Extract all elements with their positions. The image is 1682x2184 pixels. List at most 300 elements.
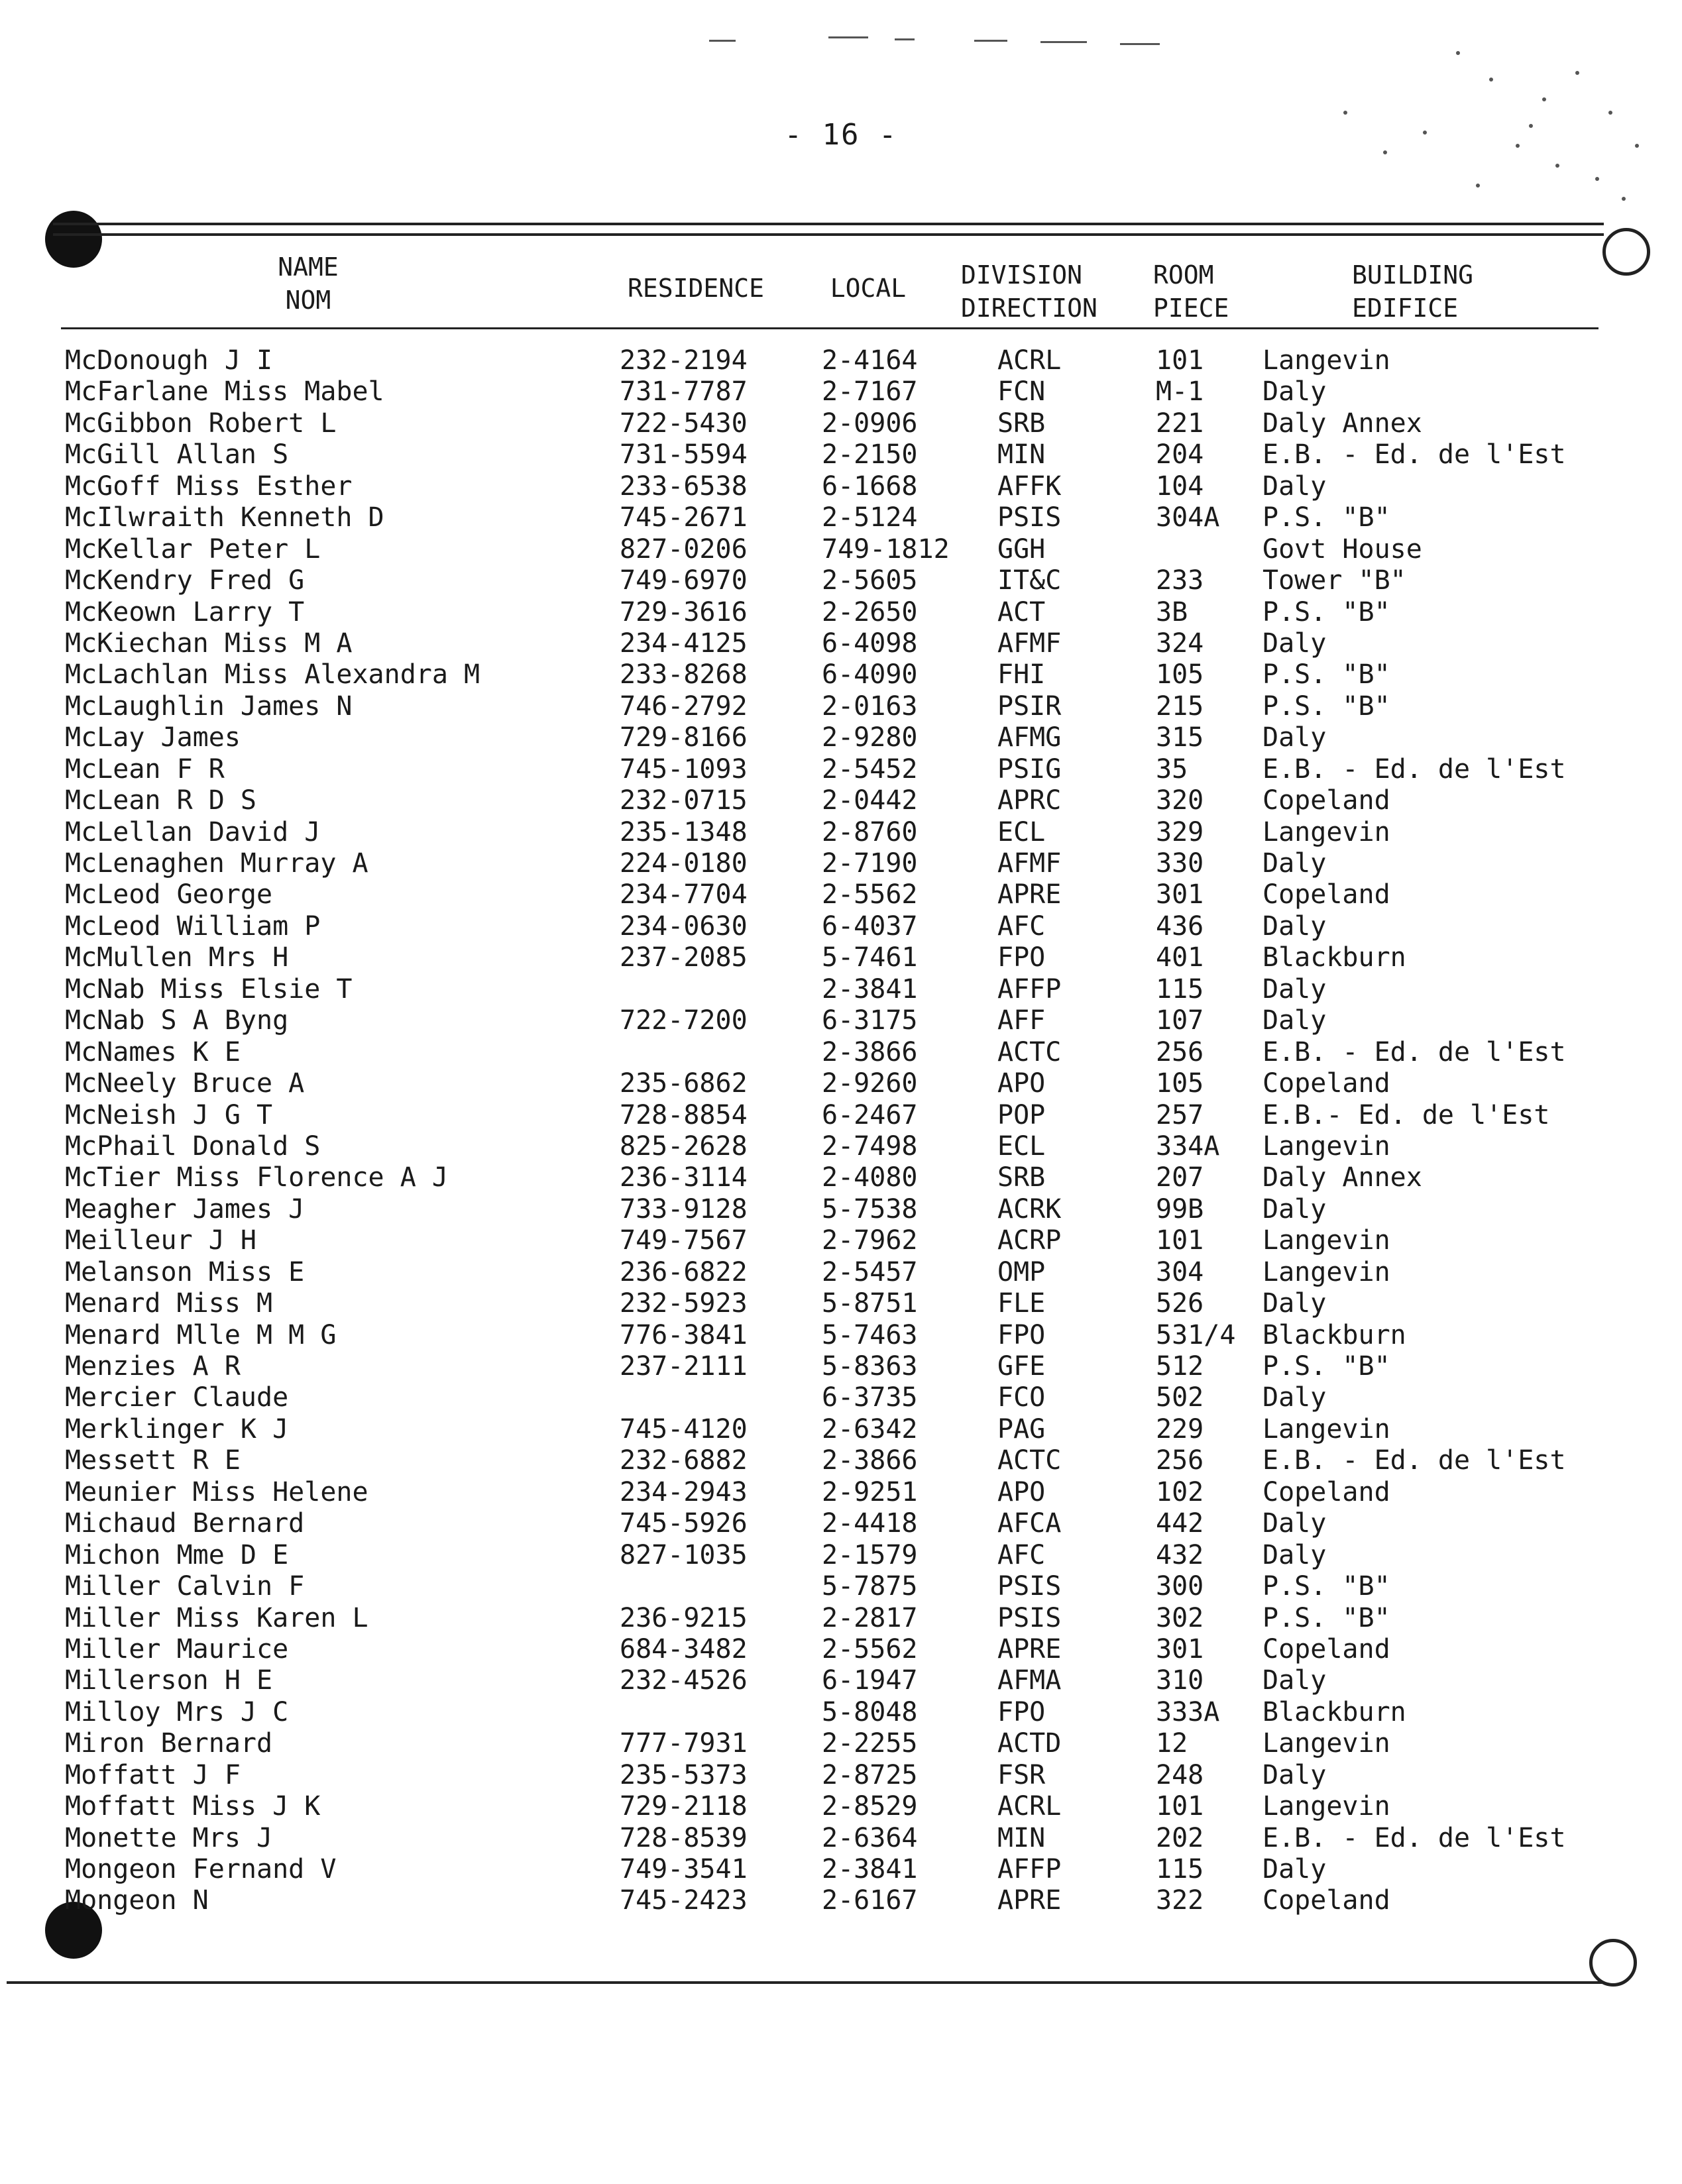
entry-building: Copeland <box>1262 1068 1390 1099</box>
entry-division: PSIG <box>997 753 1062 785</box>
entry-residence-phone: 235-1348 <box>620 816 748 847</box>
entry-residence-phone: 232-5923 <box>620 1288 748 1319</box>
entry-division: AFMF <box>997 848 1062 879</box>
entry-room: 256 <box>1156 1036 1204 1067</box>
table-row <box>0 817 1682 848</box>
entry-local-phone: 5-7461 <box>822 942 918 973</box>
entry-room: 256 <box>1156 1445 1204 1476</box>
entry-room: 315 <box>1156 722 1204 753</box>
entry-room: 304 <box>1156 1256 1204 1287</box>
entry-name: Messett R E <box>65 1445 241 1476</box>
table-row <box>0 1508 1682 1539</box>
entry-division: APRE <box>997 1885 1062 1916</box>
entry-building: Daly <box>1262 1665 1327 1696</box>
entry-room: 512 <box>1156 1351 1204 1382</box>
entry-room: 310 <box>1156 1665 1204 1696</box>
entry-residence-phone: 729-3616 <box>620 596 748 628</box>
entry-room: 221 <box>1156 408 1204 439</box>
entry-division: APRE <box>997 879 1062 910</box>
table-row <box>0 471 1682 502</box>
entry-name: McPhail Donald S <box>65 1130 321 1162</box>
entry-name: McIlwraith Kenneth D <box>65 502 384 533</box>
entry-division: ECL <box>997 1130 1046 1162</box>
entry-building: E.B. - Ed. de l'Est <box>1262 439 1566 470</box>
entry-division: ACRP <box>997 1225 1062 1256</box>
entry-room: 302 <box>1156 1602 1204 1633</box>
entry-residence-phone: 777-7931 <box>620 1728 748 1759</box>
entry-residence-phone: 729-8166 <box>620 722 748 753</box>
table-row <box>0 1823 1682 1854</box>
entry-residence-phone: 235-6862 <box>620 1068 748 1099</box>
entry-building: Copeland <box>1262 1476 1390 1507</box>
entry-building: E.B. - Ed. de l'Est <box>1262 1822 1566 1853</box>
entry-division: SRB <box>997 1162 1046 1193</box>
entry-division: ACRL <box>997 1791 1062 1822</box>
table-row <box>0 1540 1682 1571</box>
entry-local-phone: 5-8363 <box>822 1351 918 1382</box>
entry-room: 531/4 <box>1156 1319 1236 1350</box>
table-row <box>0 1414 1682 1445</box>
entry-building: Daly <box>1262 973 1327 1005</box>
table-row <box>0 879 1682 910</box>
entry-building: Daly <box>1262 1854 1327 1884</box>
entry-residence-phone: 234-0630 <box>620 910 748 942</box>
entry-name: McLean R D S <box>65 785 256 816</box>
entry-division: GFE <box>997 1351 1046 1382</box>
entry-room: M-1 <box>1156 376 1204 408</box>
entry-name: McGoff Miss Esther <box>65 470 353 502</box>
table-row <box>0 1760 1682 1791</box>
entry-room: 12 <box>1156 1728 1188 1759</box>
entry-local-phone: 6-4037 <box>822 910 918 942</box>
entry-building: Daly <box>1262 910 1327 942</box>
entry-room: 432 <box>1156 1539 1204 1570</box>
directory-table <box>0 345 1682 1917</box>
table-row <box>0 1791 1682 1822</box>
entry-local-phone: 2-5562 <box>822 1633 918 1665</box>
entry-name: McTier Miss Florence A J <box>65 1162 448 1193</box>
entry-name: Menzies A R <box>65 1351 241 1382</box>
header-building: BUILDING EDIFICE <box>1352 260 1474 323</box>
entry-building: E.B.- Ed. de l'Est <box>1262 1099 1550 1130</box>
entry-residence-phone: 236-9215 <box>620 1602 748 1633</box>
entry-division: PSIS <box>997 1571 1062 1602</box>
table-row <box>0 659 1682 690</box>
entry-residence-phone: 827-1035 <box>620 1539 748 1570</box>
entry-room: 442 <box>1156 1508 1204 1539</box>
table-row <box>0 1603 1682 1634</box>
entry-local-phone: 2-8529 <box>822 1791 918 1822</box>
entry-residence-phone: 731-7787 <box>620 376 748 408</box>
entry-local-phone: 2-5605 <box>822 565 918 596</box>
entry-local-phone: 2-7190 <box>822 848 918 879</box>
entry-residence-phone: 233-6538 <box>620 470 748 502</box>
entry-room: 436 <box>1156 910 1204 942</box>
entry-building: Daly <box>1262 1508 1327 1539</box>
table-row <box>0 1697 1682 1728</box>
entry-residence-phone: 232-4526 <box>620 1665 748 1696</box>
entry-division: AFMA <box>997 1665 1062 1696</box>
table-row <box>0 1320 1682 1351</box>
entry-name: Milloy Mrs J C <box>65 1696 289 1727</box>
entry-name: McMullen Mrs H <box>65 942 289 973</box>
entry-room: 115 <box>1156 1854 1204 1884</box>
entry-local-phone: 2-1579 <box>822 1539 918 1570</box>
entry-division: ACTC <box>997 1036 1062 1067</box>
entry-name: McGibbon Robert L <box>65 408 337 439</box>
entry-local-phone: 2-7498 <box>822 1130 918 1162</box>
entry-building: Daly Annex <box>1262 408 1422 439</box>
entry-division: FCN <box>997 376 1046 408</box>
entry-division: FSR <box>997 1759 1046 1790</box>
entry-division: FLE <box>997 1288 1046 1319</box>
entry-name: McKiechan Miss M A <box>65 628 353 659</box>
punch-hole-top-left <box>45 211 102 268</box>
entry-division: FPO <box>997 1319 1046 1350</box>
entry-local-phone: 6-3735 <box>822 1382 918 1413</box>
entry-building: P.S. "B" <box>1262 502 1390 533</box>
entry-division: PSIS <box>997 1602 1062 1633</box>
entry-building: Langevin <box>1262 816 1390 847</box>
entry-building: Langevin <box>1262 1130 1390 1162</box>
entry-name: Millerson H E <box>65 1665 273 1696</box>
entry-room: 401 <box>1156 942 1204 973</box>
entry-residence-phone: 237-2085 <box>620 942 748 973</box>
entry-room: 502 <box>1156 1382 1204 1413</box>
entry-name: McNab S A Byng <box>65 1005 289 1036</box>
entry-residence-phone: 728-8539 <box>620 1822 748 1853</box>
entry-local-phone: 2-9280 <box>822 722 918 753</box>
table-row <box>0 1162 1682 1193</box>
entry-division: APO <box>997 1476 1046 1507</box>
table-row <box>0 1351 1682 1382</box>
table-row <box>0 722 1682 753</box>
entry-room: 3B <box>1156 596 1188 628</box>
entry-building: Daly <box>1262 628 1327 659</box>
entry-room: 104 <box>1156 470 1204 502</box>
table-row <box>0 942 1682 973</box>
entry-residence-phone: 749-6970 <box>620 565 748 596</box>
entry-room: 202 <box>1156 1822 1204 1853</box>
entry-name: Miller Miss Karen L <box>65 1602 368 1633</box>
entry-local-phone: 2-5452 <box>822 753 918 785</box>
entry-building: Daly <box>1262 1382 1327 1413</box>
entry-division: AFFP <box>997 973 1062 1005</box>
entry-building: Daly <box>1262 1005 1327 1036</box>
entry-division: GGH <box>997 533 1046 565</box>
entry-division: AFFK <box>997 470 1062 502</box>
entry-name: Miller Maurice <box>65 1633 289 1665</box>
entry-residence-phone: 731-5594 <box>620 439 748 470</box>
table-row <box>0 1728 1682 1759</box>
entry-division: OMP <box>997 1256 1046 1287</box>
entry-name: McKellar Peter L <box>65 533 321 565</box>
entry-room: 35 <box>1156 753 1188 785</box>
entry-name: Miron Bernard <box>65 1728 273 1759</box>
table-row <box>0 691 1682 722</box>
entry-name: McDonough J I <box>65 345 273 376</box>
entry-name: McNab Miss Elsie T <box>65 973 353 1005</box>
entry-building: Daly <box>1262 1759 1327 1790</box>
table-row <box>0 1005 1682 1036</box>
entry-name: McKendry Fred G <box>65 565 305 596</box>
entry-residence-phone: 827-0206 <box>620 533 748 565</box>
entry-residence-phone: 728-8854 <box>620 1099 748 1130</box>
entry-name: McLeod George <box>65 879 273 910</box>
entry-residence-phone: 749-3541 <box>620 1854 748 1884</box>
entry-local-phone: 6-4098 <box>822 628 918 659</box>
entry-local-phone: 2-7167 <box>822 376 918 408</box>
header-bottom-rule <box>61 327 1598 329</box>
entry-room: 215 <box>1156 690 1204 722</box>
entry-division: APRE <box>997 1633 1062 1665</box>
entry-division: ACT <box>997 596 1046 628</box>
entry-building: Daly <box>1262 1193 1327 1225</box>
entry-residence-phone: 746-2792 <box>620 690 748 722</box>
table-row <box>0 597 1682 628</box>
table-row <box>0 1100 1682 1131</box>
table-row <box>0 1445 1682 1476</box>
entry-division: APRC <box>997 785 1062 816</box>
table-row <box>0 754 1682 785</box>
entry-division: FHI <box>997 659 1046 690</box>
table-row <box>0 534 1682 565</box>
entry-local-phone: 2-2150 <box>822 439 918 470</box>
entry-division: APO <box>997 1068 1046 1099</box>
entry-name: Miller Calvin F <box>65 1571 305 1602</box>
entry-local-phone: 2-2255 <box>822 1728 918 1759</box>
entry-building: E.B. - Ed. de l'Est <box>1262 753 1566 785</box>
entry-building: P.S. "B" <box>1262 690 1390 722</box>
table-row <box>0 345 1682 376</box>
entry-division: AFFP <box>997 1854 1062 1884</box>
bottom-rule <box>7 1981 1604 1984</box>
entry-building: Daly Annex <box>1262 1162 1422 1193</box>
entry-residence-phone: 234-7704 <box>620 879 748 910</box>
entry-residence-phone: 722-5430 <box>620 408 748 439</box>
entry-room: 204 <box>1156 439 1204 470</box>
entry-building: Blackburn <box>1262 942 1406 973</box>
entry-residence-phone: 232-6882 <box>620 1445 748 1476</box>
entry-local-phone: 2-6167 <box>822 1885 918 1916</box>
table-row <box>0 565 1682 596</box>
entry-division: PAG <box>997 1413 1046 1445</box>
top-double-rule-1 <box>53 223 1604 225</box>
entry-local-phone: 749-1812 <box>822 533 950 565</box>
entry-building: Daly <box>1262 848 1327 879</box>
entry-room: 102 <box>1156 1476 1204 1507</box>
entry-local-phone: 2-5562 <box>822 879 918 910</box>
entry-building: Copeland <box>1262 1633 1390 1665</box>
entry-room: 304A <box>1156 502 1220 533</box>
entry-division: ACTC <box>997 1445 1062 1476</box>
entry-residence-phone: 745-5926 <box>620 1508 748 1539</box>
entry-local-phone: 2-3866 <box>822 1445 918 1476</box>
entry-room: 330 <box>1156 848 1204 879</box>
entry-building: Langevin <box>1262 345 1390 376</box>
entry-residence-phone: 733-9128 <box>620 1193 748 1225</box>
entry-building: Langevin <box>1262 1728 1390 1759</box>
table-row <box>0 1477 1682 1508</box>
header-name: NAME NOM <box>278 252 339 315</box>
table-row <box>0 1571 1682 1602</box>
entry-residence-phone: 749-7567 <box>620 1225 748 1256</box>
entry-local-phone: 2-6342 <box>822 1413 918 1445</box>
entry-residence-phone: 234-2943 <box>620 1476 748 1507</box>
table-row <box>0 1257 1682 1288</box>
entry-residence-phone: 236-6822 <box>620 1256 748 1287</box>
entry-name: Moffatt Miss J K <box>65 1791 321 1822</box>
entry-room: 322 <box>1156 1885 1204 1916</box>
table-row <box>0 1854 1682 1885</box>
entry-name: Melanson Miss E <box>65 1256 305 1287</box>
entry-building: Copeland <box>1262 1885 1390 1916</box>
entry-building: Blackburn <box>1262 1319 1406 1350</box>
entry-name: McKeown Larry T <box>65 596 305 628</box>
entry-division: ACRL <box>997 345 1062 376</box>
entry-room: 526 <box>1156 1288 1204 1319</box>
header-room: ROOM PIECE <box>1153 260 1229 323</box>
page-number: - 16 - <box>784 118 898 152</box>
entry-building: Langevin <box>1262 1256 1390 1287</box>
entry-name: Meilleur J H <box>65 1225 256 1256</box>
header-residence: RESIDENCE <box>628 274 764 303</box>
entry-local-phone: 6-4090 <box>822 659 918 690</box>
entry-division: ACRK <box>997 1193 1062 1225</box>
entry-name: Mongeon Fernand V <box>65 1854 337 1884</box>
punch-hole-bottom-right <box>1589 1939 1637 1987</box>
table-row <box>0 1665 1682 1696</box>
entry-local-phone: 6-1947 <box>822 1665 918 1696</box>
entry-local-phone: 6-3175 <box>822 1005 918 1036</box>
entry-building: Langevin <box>1262 1791 1390 1822</box>
entry-division: ACTD <box>997 1728 1062 1759</box>
entry-name: McLay James <box>65 722 241 753</box>
entry-name: Menard Miss M <box>65 1288 273 1319</box>
entry-local-phone: 5-7538 <box>822 1193 918 1225</box>
entry-division: AFMF <box>997 628 1062 659</box>
scan-noise <box>696 13 1663 225</box>
entry-division: IT&C <box>997 565 1062 596</box>
entry-room: 233 <box>1156 565 1204 596</box>
entry-residence-phone: 684-3482 <box>620 1633 748 1665</box>
entry-room: 105 <box>1156 1068 1204 1099</box>
entry-name: Merklinger K J <box>65 1413 289 1445</box>
header-local: LOCAL <box>830 274 907 303</box>
entry-room: 107 <box>1156 1005 1204 1036</box>
entry-building: P.S. "B" <box>1262 596 1390 628</box>
table-row <box>0 1288 1682 1319</box>
entry-room: 115 <box>1156 973 1204 1005</box>
entry-room: 333A <box>1156 1696 1220 1727</box>
entry-room: 300 <box>1156 1571 1204 1602</box>
entry-local-phone: 2-0163 <box>822 690 918 722</box>
table-row <box>0 502 1682 533</box>
entry-local-phone: 2-5124 <box>822 502 918 533</box>
entry-building: Langevin <box>1262 1413 1390 1445</box>
entry-local-phone: 5-8048 <box>822 1696 918 1727</box>
entry-division: PSIS <box>997 502 1062 533</box>
entry-room: 229 <box>1156 1413 1204 1445</box>
entry-building: E.B. - Ed. de l'Est <box>1262 1036 1566 1067</box>
entry-room: 105 <box>1156 659 1204 690</box>
entry-residence-phone: 235-5373 <box>620 1759 748 1790</box>
entry-building: Langevin <box>1262 1225 1390 1256</box>
entry-name: McLeod William P <box>65 910 321 942</box>
entry-residence-phone: 825-2628 <box>620 1130 748 1162</box>
entry-building: P.S. "B" <box>1262 659 1390 690</box>
entry-name: McGill Allan S <box>65 439 289 470</box>
entry-local-phone: 2-8760 <box>822 816 918 847</box>
entry-room: 101 <box>1156 1791 1204 1822</box>
table-row <box>0 848 1682 879</box>
entry-name: McLachlan Miss Alexandra M <box>65 659 480 690</box>
table-row <box>0 1131 1682 1162</box>
entry-division: MIN <box>997 439 1046 470</box>
entry-name: McLenaghen Murray A <box>65 848 368 879</box>
entry-residence-phone: 745-2423 <box>620 1885 748 1916</box>
entry-room: 301 <box>1156 879 1204 910</box>
entry-division: AFC <box>997 1539 1046 1570</box>
entry-residence-phone: 232-2194 <box>620 345 748 376</box>
entry-room: 320 <box>1156 785 1204 816</box>
table-row <box>0 628 1682 659</box>
entry-building: P.S. "B" <box>1262 1602 1390 1633</box>
entry-local-phone: 2-4164 <box>822 345 918 376</box>
entry-building: P.S. "B" <box>1262 1571 1390 1602</box>
entry-local-phone: 2-2817 <box>822 1602 918 1633</box>
entry-local-phone: 5-7875 <box>822 1571 918 1602</box>
entry-local-phone: 2-4080 <box>822 1162 918 1193</box>
entry-room: 334A <box>1156 1130 1220 1162</box>
entry-local-phone: 2-3841 <box>822 973 918 1005</box>
entry-building: E.B. - Ed. de l'Est <box>1262 1445 1566 1476</box>
entry-name: McNeely Bruce A <box>65 1068 305 1099</box>
entry-division: AFCA <box>997 1508 1062 1539</box>
table-row <box>0 1194 1682 1225</box>
entry-division: ECL <box>997 816 1046 847</box>
entry-room: 101 <box>1156 1225 1204 1256</box>
entry-building: Daly <box>1262 1288 1327 1319</box>
entry-local-phone: 2-4418 <box>822 1508 918 1539</box>
entry-residence-phone: 233-8268 <box>620 659 748 690</box>
entry-residence-phone: 232-0715 <box>620 785 748 816</box>
entry-name: McLaughlin James N <box>65 690 353 722</box>
entry-residence-phone: 234-4125 <box>620 628 748 659</box>
table-row <box>0 1634 1682 1665</box>
entry-room: 329 <box>1156 816 1204 847</box>
entry-name: McLellan David J <box>65 816 321 847</box>
entry-local-phone: 5-8751 <box>822 1288 918 1319</box>
entry-local-phone: 2-8725 <box>822 1759 918 1790</box>
entry-name: McNames K E <box>65 1036 241 1067</box>
entry-division: AFC <box>997 910 1046 942</box>
entry-room: 324 <box>1156 628 1204 659</box>
table-row <box>0 1225 1682 1256</box>
entry-local-phone: 2-9260 <box>822 1068 918 1099</box>
entry-residence-phone: 237-2111 <box>620 1351 748 1382</box>
entry-local-phone: 2-5457 <box>822 1256 918 1287</box>
table-row <box>0 1382 1682 1413</box>
entry-division: AFMG <box>997 722 1062 753</box>
entry-local-phone: 6-2467 <box>822 1099 918 1130</box>
entry-residence-phone: 745-1093 <box>620 753 748 785</box>
punch-hole-top-right <box>1602 228 1650 276</box>
entry-division: FPO <box>997 1696 1046 1727</box>
top-double-rule-2 <box>53 233 1604 236</box>
entry-division: FCO <box>997 1382 1046 1413</box>
entry-name: Mongeon N <box>65 1885 209 1916</box>
